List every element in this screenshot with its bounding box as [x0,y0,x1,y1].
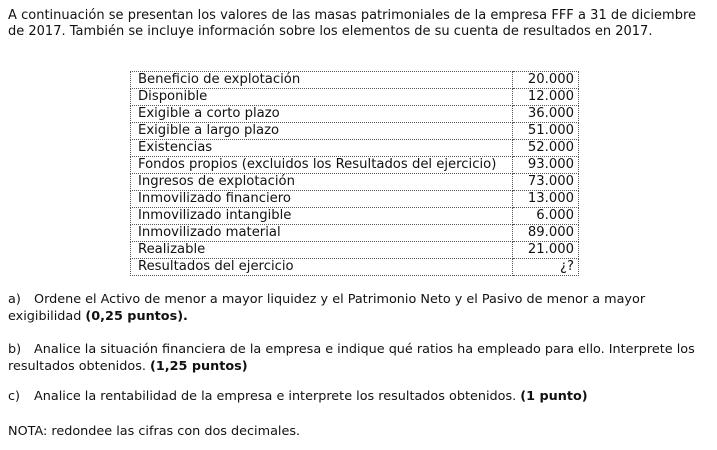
intro-paragraph: A continuación se presentan los valores de las masas patrimoniales de la empresa FFF a 31 de diciembre de 2017. También se incluye información sobre los elementos de su cuenta de resultados en 2017. [8,8,696,39]
question-a-label: a) [8,292,21,307]
question-a [8,291,698,325]
row-label: Inmovilizado intangible [131,208,513,225]
row-value: 36.000 [513,106,579,123]
table-row [131,259,579,276]
row-label: Resultados del ejercicio [131,259,513,276]
row-label: Ingresos de explotación [131,174,513,191]
question-b-points: (1,25 puntos) [150,359,248,374]
table-row [131,191,579,208]
table-row [131,242,579,259]
row-label: Existencias [131,140,513,157]
row-value: 51.000 [513,123,579,140]
row-label: Exigible a corto plazo [131,106,513,123]
row-label: Fondos propios (excluidos los Resultados del ejercicio) [131,157,513,174]
row-value: 52.000 [513,140,579,157]
table-row [131,89,579,106]
table-row [131,174,579,191]
row-label: Inmovilizado financiero [131,191,513,208]
table-row [131,106,579,123]
question-b [8,341,698,375]
note-text: NOTA: redondee las cifras con dos decimales. [8,424,301,439]
question-b-label: b) [8,342,22,357]
row-value: 13.000 [513,191,579,208]
table-row [131,123,579,140]
row-value: 89.000 [513,225,579,242]
row-label: Inmovilizado material [131,225,513,242]
table-row [131,225,579,242]
row-value: 12.000 [513,89,579,106]
row-value: 21.000 [513,242,579,259]
row-label: Beneficio de explotación [131,72,513,89]
question-a-points: (0,25 puntos). [85,309,188,324]
table-row [131,140,579,157]
question-c-points: (1 punto) [520,389,588,404]
table-row [131,208,579,225]
row-value: 20.000 [513,72,579,89]
row-value: ¿? [513,259,579,276]
row-value: 93.000 [513,157,579,174]
row-label: Exigible a largo plazo [131,123,513,140]
question-a-text: Ordene el Activo de menor a mayor liquidez y el Patrimonio Neto y el Pasivo de menor a mayor exigibilidad [8,292,646,324]
row-label: Realizable [131,242,513,259]
row-value: 73.000 [513,174,579,191]
table-row [131,157,579,174]
question-c-label: c) [8,389,21,404]
question-c [8,388,698,405]
table-row [131,72,579,89]
question-c-text: Analice la rentabilidad de la empresa e interprete los resultados obtenidos. [34,389,517,404]
row-label: Disponible [131,89,513,106]
question-b-text: Analice la situación financiera de la empresa e indique qué ratios ha empleado para ello. Interprete los resultados obtenidos. [8,342,695,374]
balance-table [130,71,579,276]
row-value: 6.000 [513,208,579,225]
